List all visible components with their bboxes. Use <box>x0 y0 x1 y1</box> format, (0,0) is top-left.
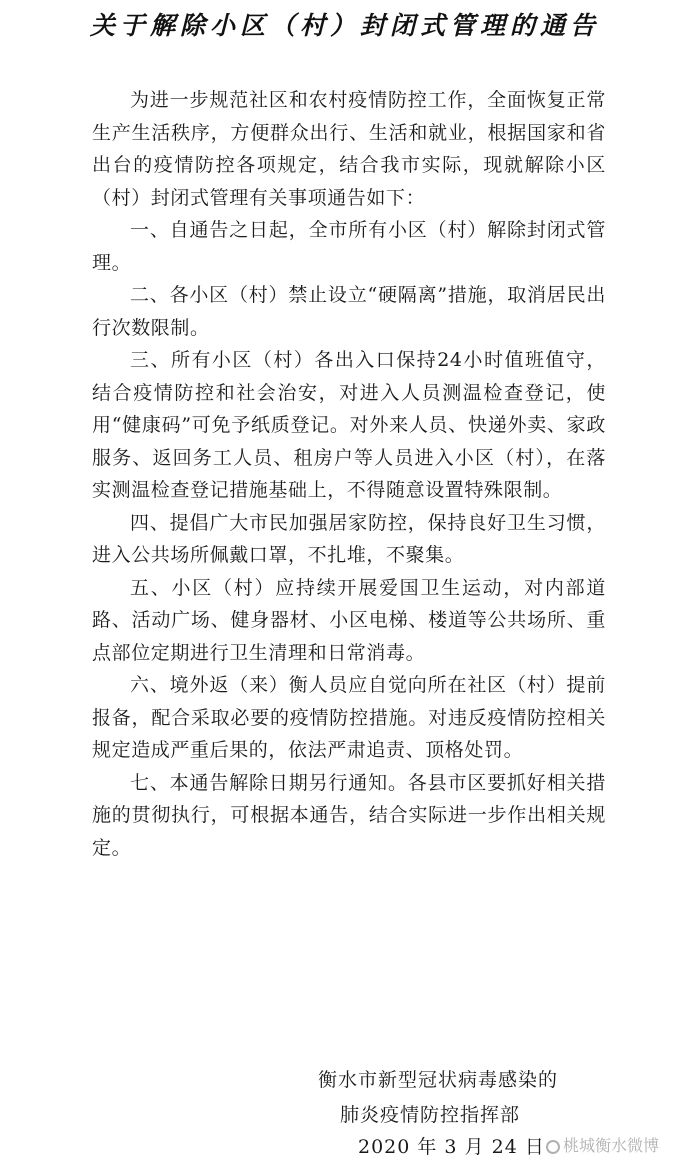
clause-6-paragraph: 六、境外返（来）衡人员应自觉向所在社区（村）提前报备，配合采取必要的疫情防控措施。对违反疫情防控相关规定造成严重后果的，依法严肃追责、顶格处罚。 <box>92 674 606 761</box>
document-title: 关于解除小区（村）封闭式管理的通告 <box>89 11 600 40</box>
signature-org-line2: 肺炎疫情防控指挥部 <box>340 1104 521 1126</box>
signature-org-line1: 衡水市新型冠状病毒感染的 <box>318 1069 559 1091</box>
clause-5-paragraph: 五、小区（村）应持续开展爱国卫生运动，对内部道路、活动广场、健身器材、小区电梯、楼道等公共场所、重点部位定期进行卫生清理和日常消毒。 <box>92 576 606 664</box>
clause-7-paragraph: 七、本通告解除日期另行通知。各县市区要抓好相关措施的贯彻执行，可根据本通告，结合实际进一步作出相关规定。 <box>92 771 606 859</box>
weibo-icon <box>546 1140 560 1154</box>
clause-3-paragraph: 三、所有小区（村）各出入口保持24小时值班值守，结合疫情防控和社会治安，对进入人员测温检查登记，使用“健康码”可免予纸质登记。对外来人员、快递外卖、家政服务、返回务工人员、租房户等人员进入小区（村），在落实测温检查登记措施基础上，不得随意设置特殊限制。 <box>92 349 606 501</box>
clause-2-paragraph: 二、各小区（村）禁止设立“硬隔离”措施，取消居民出行次数限制。 <box>92 284 606 339</box>
signature-date: 2020 年 3 月 24 日 <box>358 1136 545 1158</box>
weibo-watermark <box>546 1133 659 1156</box>
clause-1-paragraph: 一、自通告之日起，全市所有小区（村）解除封闭式管理。 <box>92 219 606 274</box>
watermark-text: 桃城衡水微博 <box>563 1136 660 1155</box>
clause-4-paragraph: 四、提倡广大市民加强居家防控，保持良好卫生习惯，进入公共场所佩戴口罩，不扎堆，不聚集。 <box>92 511 606 566</box>
intro-paragraph: 为进一步规范社区和农村疫情防控工作，全面恢复正常生产生活秩序，方便群众出行、生活和就业，根据国家和省出台的疫情防控各项规定，结合我市实际，现就解除小区（村）封闭式管理有关事项通告如下： <box>92 89 606 209</box>
document-body <box>92 84 606 864</box>
